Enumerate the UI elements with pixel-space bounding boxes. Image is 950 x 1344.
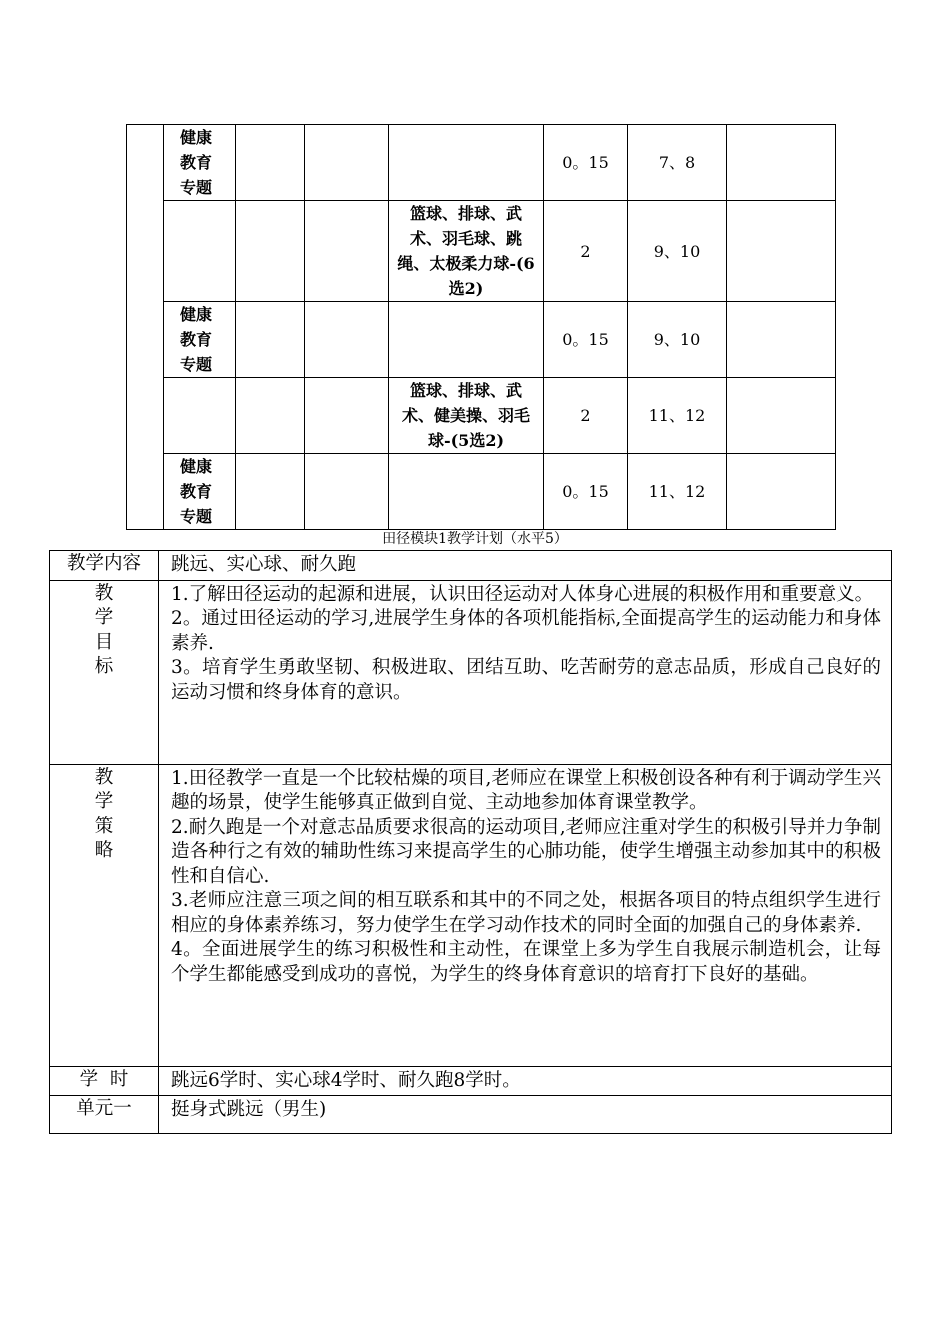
schedule-row [127, 201, 836, 302]
topic-cell: 健康 教育 专题 [164, 454, 236, 530]
strategy-cell [159, 764, 892, 1066]
schedule-table [126, 124, 836, 530]
topic-cell [164, 378, 236, 454]
plan-row [50, 1096, 892, 1134]
strategy-label: 教学策略 [94, 766, 114, 861]
schedule-row [127, 125, 836, 201]
goals-cell [159, 580, 892, 764]
topic-cell: 健康 教育 专题 [164, 302, 236, 378]
unit-label: 单元一 [50, 1096, 159, 1134]
unit-value: 挺身式跳远（男生) [159, 1096, 892, 1134]
teaching-plan-table [49, 550, 892, 1134]
strategy-item: 3.老师应注意三项之间的相互联系和其中的不同之处，根据各项目的特点组织学生进行相应的身体素养练习，努力使学生在学习动作技术的同时全面的加强自己的身体素养. [171, 890, 881, 936]
topic-cell: 健康 教育 专题 [164, 125, 236, 201]
goals-label: 教学目标 [94, 582, 114, 677]
activity-cell [389, 454, 544, 530]
content-label: 教学内容 [50, 551, 159, 581]
weeks-cell: 11、12 [628, 454, 727, 530]
schedule-row [127, 378, 836, 454]
hours-cell: 2 [544, 201, 628, 302]
hours-cell: 0。15 [544, 125, 628, 201]
weeks-cell: 9、10 [628, 302, 727, 378]
weeks-cell: 7、8 [628, 125, 727, 201]
activity-cell: 篮球、排球、武术、羽毛球、跳绳、太极柔力球-(6选2) [389, 201, 544, 302]
weeks-cell: 9、10 [628, 201, 727, 302]
activity-cell [389, 302, 544, 378]
plan-row [50, 1066, 892, 1096]
topic-cell [164, 201, 236, 302]
table-caption: 田径模块1教学计划（水平5） [382, 531, 568, 547]
weeks-cell: 11、12 [628, 378, 727, 454]
goal-item: 1.了解田径运动的起源和进展，认识田径运动对人体身心进展的积极作用和重要意义。 [171, 583, 874, 605]
plan-row [50, 764, 892, 1066]
plan-row [50, 551, 892, 581]
activity-cell: 篮球、排球、武术、健美操、羽毛球-(5选2) [389, 378, 544, 454]
plan-row [50, 580, 892, 764]
hours-cell: 0。15 [544, 302, 628, 378]
hours-cell: 0。15 [544, 454, 628, 530]
strategy-item: 4。全面进展学生的练习积极性和主动性，在课堂上多为学生自我展示制造机会，让每个学生都能感受到成功的喜悦，为学生的终身体育意识的培育打下良好的基础。 [171, 939, 881, 985]
content-value: 跳远、实心球、耐久跑 [159, 551, 892, 581]
merged-cell [127, 125, 164, 530]
strategy-item: 1.田径教学一直是一个比较枯燥的项目,老师应在课堂上积极创设各种有利于调动学生兴趣的场景，使学生能够真正做到自觉、主动地参加体育课堂教学。 [171, 767, 881, 813]
hours-cell: 2 [544, 378, 628, 454]
goal-item: 2。通过田径运动的学习,进展学生身体的各项机能指标,全面提高学生的运动能力和身体素养. [171, 608, 881, 654]
hours-label: 学 时 [50, 1066, 159, 1096]
schedule-row [127, 454, 836, 530]
hours-value: 跳远6学时、实心球4学时、耐久跑8学时。 [159, 1066, 892, 1096]
activity-cell [389, 125, 544, 201]
schedule-row [127, 302, 836, 378]
goal-item: 3。培育学生勇敢坚韧、积极进取、团结互助、吃苦耐劳的意志品质，形成自己良好的运动习惯和终身体育的意识。 [171, 657, 881, 703]
strategy-item: 2.耐久跑是一个对意志品质要求很高的运动项目,老师应注重对学生的积极引导并力争制造各种行之有效的辅助性练习来提高学生的心肺功能，使学生增强主动参加其中的积极性和自信心. [171, 816, 881, 887]
